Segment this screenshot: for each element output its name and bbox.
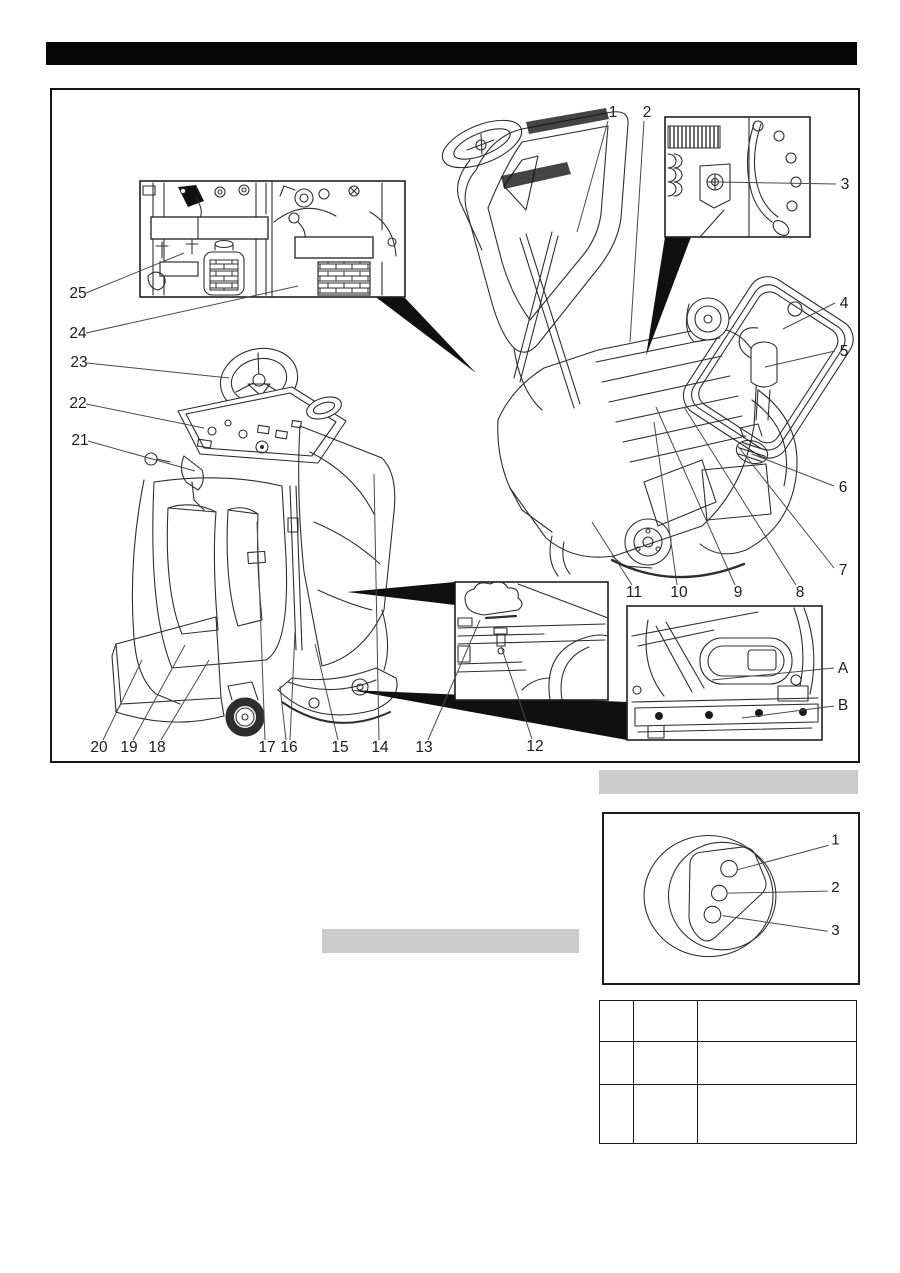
callout-number: A [837, 660, 849, 677]
callout-2 [630, 104, 651, 342]
callout-leader-line [133, 645, 185, 740]
table-row [600, 1042, 857, 1085]
callout-number: 10 [670, 584, 688, 601]
table-cell [698, 1042, 857, 1085]
callout-leader-line [656, 407, 735, 585]
callout-number: 15 [331, 739, 349, 756]
inset-detail-nozzle [455, 582, 608, 700]
machine-front-view [112, 340, 397, 736]
detail-pointer-wedge [646, 237, 691, 356]
callout-number: 19 [120, 739, 138, 756]
table-cell [698, 1001, 857, 1042]
callout-leader-line [87, 363, 229, 378]
callout-number: 11 [625, 584, 643, 601]
callout-number: 1 [831, 831, 840, 849]
callout-leader-line [577, 121, 608, 232]
callout-number: 7 [838, 562, 848, 579]
callout-leader-line [783, 303, 835, 329]
callout-10 [654, 422, 688, 601]
callout-number: 25 [69, 285, 87, 302]
table-cell [600, 1085, 634, 1144]
callout-number: 2 [831, 879, 840, 897]
callout-leader-line [752, 454, 834, 486]
inset-detail-head-underside [627, 606, 822, 740]
callout-number: 1 [608, 104, 618, 121]
callout-18 [148, 660, 209, 756]
table-row [600, 1085, 857, 1144]
callout-number: 21 [71, 432, 89, 449]
section-heading-bar [599, 770, 858, 794]
callout-leader-line [374, 474, 379, 740]
callout-number: B [837, 697, 849, 714]
callout-1 [738, 831, 840, 869]
callout-leader-line [728, 891, 828, 893]
callout-number: 13 [415, 739, 433, 756]
callout-number: 20 [90, 739, 108, 756]
callout-leader-line [737, 445, 834, 568]
callout-6 [752, 454, 847, 496]
callout-leader-line [722, 916, 828, 932]
callout-number: 3 [831, 922, 840, 940]
machine-overview-figure [50, 88, 860, 763]
callout-leader-line [684, 407, 796, 585]
parts-table [599, 1000, 857, 1144]
callout-number: 8 [795, 584, 805, 601]
callout-leader-line [103, 660, 142, 740]
callout-number: 14 [371, 739, 389, 756]
callout-21 [71, 432, 195, 471]
page-title-bar [46, 42, 857, 65]
callout-number: 5 [839, 343, 849, 360]
callout-number: 24 [69, 325, 87, 342]
callout-number: 17 [258, 739, 276, 756]
callout-15 [315, 644, 349, 756]
callout-leader-line [88, 441, 195, 471]
callout-leader-line [315, 644, 338, 740]
detail-pointer-wedge [347, 582, 455, 605]
table-cell [634, 1042, 698, 1085]
callout-leader-line [738, 845, 829, 869]
table-cell [600, 1042, 634, 1085]
callout-leader-line [630, 121, 644, 342]
section-heading-bar [322, 929, 579, 953]
callout-leader-line [592, 522, 632, 585]
callout-number: 4 [839, 295, 849, 312]
table-cell [698, 1085, 857, 1144]
machine-overview-drawing [52, 90, 858, 761]
callout-number: 2 [642, 104, 652, 121]
detail-pointer-wedge [373, 295, 476, 373]
callout-3 [722, 916, 840, 940]
table-cell [634, 1001, 698, 1042]
callout-number: 16 [280, 739, 298, 756]
callout-number: 12 [526, 738, 544, 755]
callout-23 [70, 354, 229, 378]
callout-leader-line [161, 660, 209, 740]
callout-leader-line [290, 632, 295, 740]
callout-number: 22 [69, 395, 87, 412]
callout-number: 9 [733, 584, 743, 601]
key-figure [602, 812, 860, 985]
callout-number: 18 [148, 739, 166, 756]
callout-number: 6 [838, 479, 848, 496]
callout-2 [728, 879, 840, 896]
key-figure-drawing [604, 814, 858, 983]
table-cell [600, 1001, 634, 1042]
inset-detail-underside [140, 181, 405, 297]
table-cell [634, 1085, 698, 1144]
inset-detail-screw [665, 117, 810, 238]
callout-number: 23 [70, 354, 88, 371]
table-row [600, 1001, 857, 1042]
callout-number: 3 [840, 176, 850, 193]
